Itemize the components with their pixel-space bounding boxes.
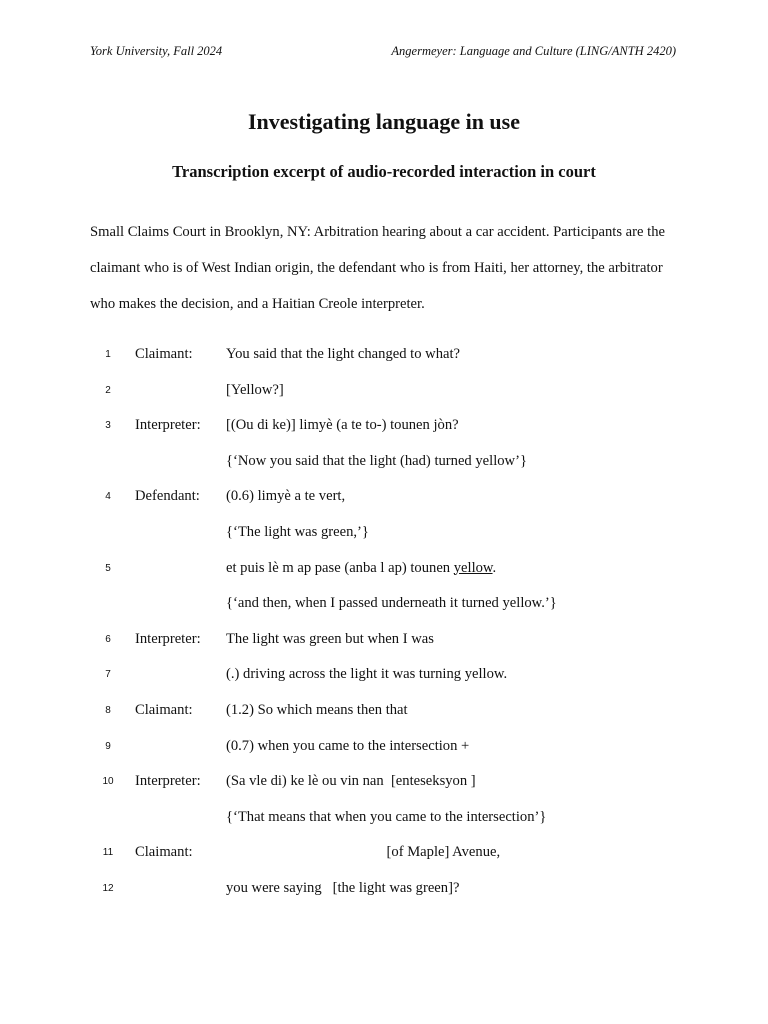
transcript-line xyxy=(0,338,768,374)
transcript xyxy=(0,338,768,908)
utterance-punct: . xyxy=(492,559,497,576)
transcript-line xyxy=(0,694,768,730)
speaker-label: Interpreter: xyxy=(135,417,201,434)
line-number: 2 xyxy=(105,384,111,396)
utterance: (0.7) when you came to the intersection + xyxy=(226,737,470,754)
transcript-line xyxy=(0,552,768,588)
translation: {‘Now you said that the light (had) turned yellow’} xyxy=(226,452,527,469)
line-number: 4 xyxy=(105,491,111,503)
speaker-label: Interpreter: xyxy=(135,630,201,647)
utterance: (1.2) So which means then that xyxy=(226,701,408,718)
transcript-line xyxy=(0,765,768,801)
line-number: 9 xyxy=(105,740,111,752)
header-left: York University, Fall 2024 xyxy=(90,44,223,58)
speaker-label: Claimant: xyxy=(135,701,193,718)
line-number: 12 xyxy=(102,882,114,894)
line-number: 11 xyxy=(102,847,114,859)
utterance: [(Ou di ke)] limyè (a te to-) tounen jòn? xyxy=(226,417,459,434)
underlined-word: yellow xyxy=(453,559,493,576)
line-number: 5 xyxy=(105,562,111,574)
utterance xyxy=(226,560,496,577)
speaker-label: Defendant: xyxy=(135,488,200,505)
translation: {‘The light was green,’} xyxy=(226,523,369,540)
translation: {‘That means that when you came to the intersection’} xyxy=(226,808,547,825)
utterance: you were saying [the light was green]? xyxy=(226,879,460,896)
utterance: [of Maple] Avenue, xyxy=(226,844,501,861)
intro-paragraph: Small Claims Court in Brooklyn, NY: Arbitration hearing about a car accident. Participants are the claimant who is of West Indian origin, the defendant who is from Haiti, her attorney, the arbitrator who makes the decision, and a Haitian Creole interpreter. xyxy=(90,224,665,312)
utterance: (.) driving across the light it was turning yellow. xyxy=(226,666,508,683)
transcript-line xyxy=(0,445,768,481)
transcript-line xyxy=(0,480,768,516)
transcript-line xyxy=(0,623,768,659)
transcript-line xyxy=(0,836,768,872)
transcript-line xyxy=(0,409,768,445)
line-number: 10 xyxy=(102,776,114,788)
transcript-line xyxy=(0,374,768,410)
page-header xyxy=(90,44,676,59)
transcript-line xyxy=(0,658,768,694)
utterance: (0.6) limyè a te vert, xyxy=(226,488,346,505)
utterance: You said that the light changed to what? xyxy=(226,346,461,362)
speaker-label: Claimant: xyxy=(135,844,193,861)
speaker-label: Interpreter: xyxy=(135,773,201,790)
speaker-label: Claimant: xyxy=(135,346,193,362)
utterance-text: et puis lè m ap pase (anba l ap) tounen xyxy=(226,559,454,576)
line-number: 3 xyxy=(105,420,111,432)
utterance: The light was green but when I was xyxy=(226,630,434,647)
transcript-line xyxy=(0,730,768,766)
header-right: Angermeyer: Language and Culture (LING/ANTH 2420) xyxy=(391,44,676,58)
transcript-line xyxy=(0,587,768,623)
page-subtitle: Transcription excerpt of audio-recorded interaction in court xyxy=(172,162,596,181)
line-number: 7 xyxy=(105,669,111,681)
page-title: Investigating language in use xyxy=(248,109,520,134)
line-number: 1 xyxy=(105,349,111,360)
line-number: 8 xyxy=(105,704,111,716)
transcript-line xyxy=(0,801,768,837)
transcript-line xyxy=(0,872,768,908)
translation: {‘and then, when I passed underneath it turned yellow.’} xyxy=(226,595,557,612)
transcript-line xyxy=(0,516,768,552)
utterance: (Sa vle di) ke lè ou vin nan [enteseksyon ] xyxy=(226,773,476,790)
line-number: 6 xyxy=(105,633,111,645)
utterance: [Yellow?] xyxy=(226,381,284,398)
